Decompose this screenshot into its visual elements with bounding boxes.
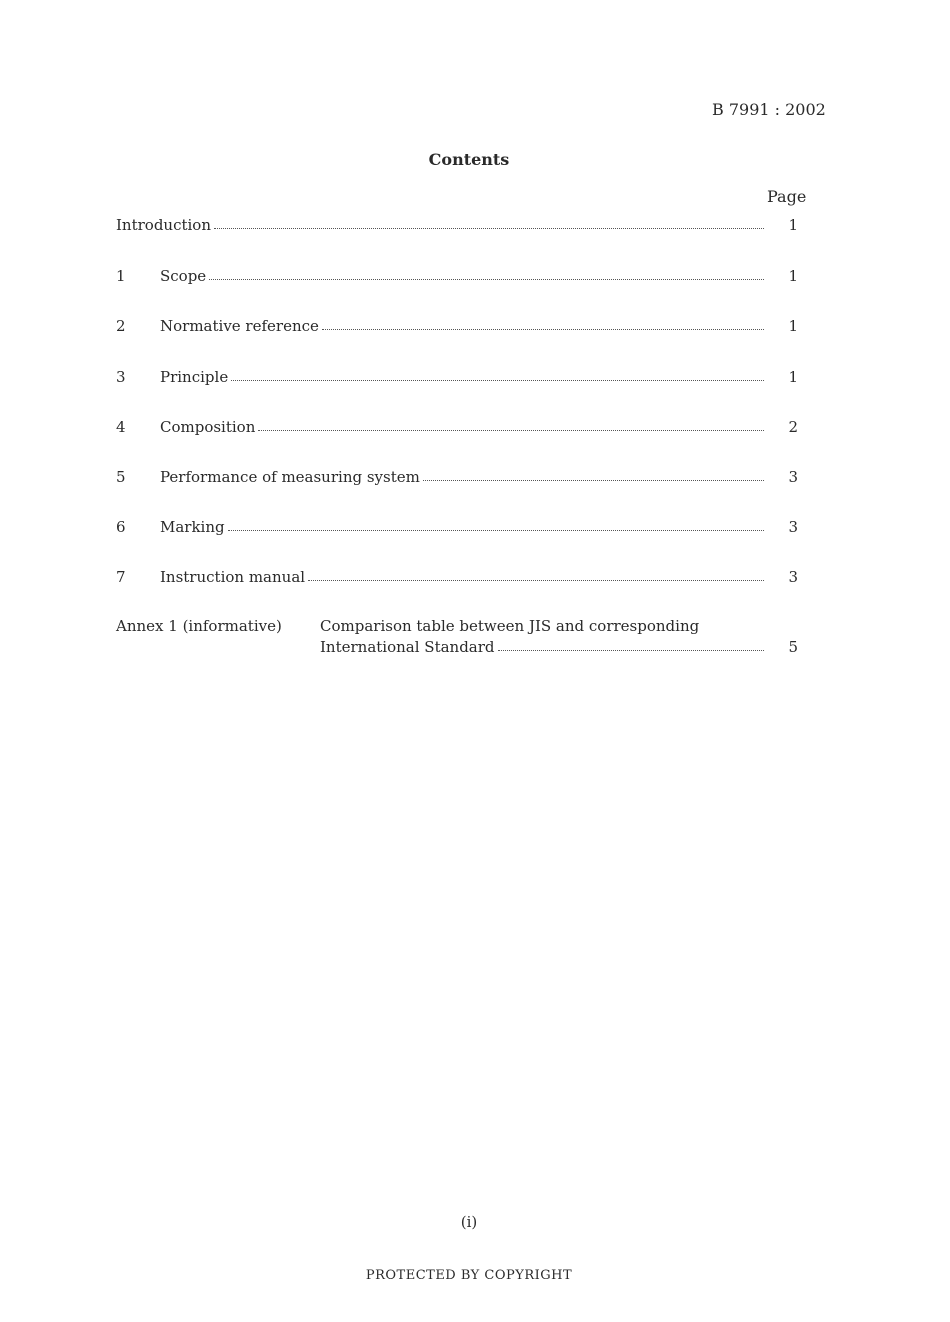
- annex-title-line2: International Standard: [320, 638, 495, 656]
- toc-entry-page: 1: [788, 267, 798, 285]
- toc-entry[interactable]: [116, 315, 798, 335]
- toc-entry-label: Instruction manual: [160, 568, 306, 586]
- toc-entry[interactable]: [116, 366, 798, 386]
- dot-leader: [258, 430, 764, 431]
- copyright-notice: PROTECTED BY COPYRIGHT: [365, 1268, 573, 1283]
- page-column-label: Page: [767, 187, 807, 206]
- toc-entry[interactable]: [116, 416, 798, 436]
- toc-entry-number: 2: [116, 317, 126, 335]
- dot-leader: [231, 380, 764, 381]
- toc-entry-page: 1: [788, 317, 798, 335]
- toc-entry-label: Marking: [160, 518, 225, 536]
- toc-entry-number: 3: [116, 368, 126, 386]
- toc-entry-label: Composition: [160, 418, 256, 436]
- toc-entry[interactable]: [116, 516, 798, 536]
- toc-entry-page: 3: [788, 468, 798, 486]
- dot-leader: [498, 650, 764, 651]
- toc-entry-label: Principle: [160, 368, 229, 386]
- toc-entry[interactable]: [116, 466, 798, 486]
- toc-entry-number: 5: [116, 468, 126, 486]
- annex-prefix: Annex 1 (informative): [116, 617, 282, 635]
- dot-leader: [209, 279, 764, 280]
- dot-leader: [214, 228, 764, 229]
- toc-entry-page: 2: [788, 418, 798, 436]
- toc-entry-page: 3: [788, 518, 798, 536]
- toc-entry[interactable]: [116, 566, 798, 586]
- toc-entry-annex[interactable]: [320, 636, 798, 656]
- toc-entry-number: 1: [116, 267, 126, 285]
- toc-entry-label: Performance of measuring system: [160, 468, 420, 486]
- toc-entry-introduction[interactable]: [116, 214, 798, 234]
- page-folio: (i): [460, 1213, 478, 1231]
- dot-leader: [308, 580, 764, 581]
- document-number: B 7991 : 2002: [712, 100, 826, 119]
- toc-entry-page: 3: [788, 568, 798, 586]
- toc-entry-number: 4: [116, 418, 126, 436]
- toc-entry-label: Scope: [160, 267, 207, 285]
- toc-entry-label: Introduction: [116, 216, 211, 234]
- toc-entry-label: Normative reference: [160, 317, 319, 335]
- toc-entry-number: 7: [116, 568, 126, 586]
- annex-title-line1[interactable]: Comparison table between JIS and corresponding: [320, 617, 700, 635]
- toc-entry-page: 1: [788, 216, 798, 234]
- dot-leader: [322, 329, 764, 330]
- toc-entry[interactable]: [116, 265, 798, 285]
- dot-leader: [423, 480, 764, 481]
- toc-entry-number: 6: [116, 518, 126, 536]
- dot-leader: [228, 530, 764, 531]
- toc-entry-page: 5: [788, 638, 798, 656]
- toc-entry-page: 1: [788, 368, 798, 386]
- page-title: Contents: [428, 150, 510, 169]
